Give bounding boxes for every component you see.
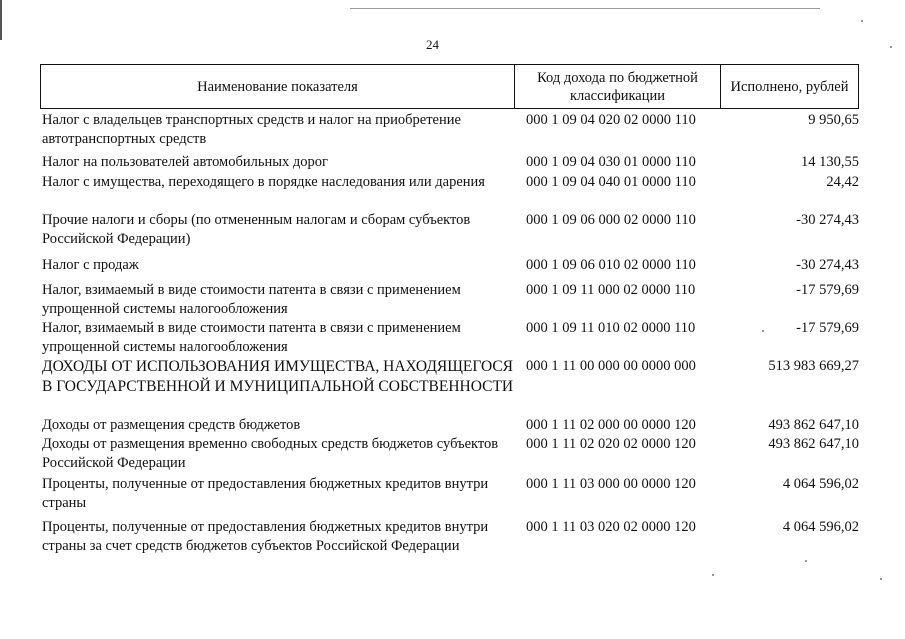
row-code: 000 1 09 04 020 02 0000 110 (526, 112, 696, 128)
page-number: 24 (426, 37, 439, 52)
row-code: 000 1 11 03 000 00 0000 120 (526, 476, 696, 492)
row-amount: 493 862 647,10 (768, 436, 859, 452)
scan-speck (805, 560, 807, 562)
row-name: Налог, взимаемый в виде стоимости патента в связи с применением упрощенной системы налогообложения (42, 282, 461, 317)
row-code: 000 1 11 02 020 02 0000 120 (526, 436, 696, 452)
row-code: 000 1 09 06 000 02 0000 110 (526, 212, 696, 228)
row-amount: 493 862 647,10 (768, 417, 859, 433)
scan-speck (762, 330, 764, 332)
row-amount: 4 064 596,02 (782, 476, 859, 492)
row-name: Налог с имущества, переходящего в порядке наследования или дарения (42, 174, 485, 190)
row-code: 000 1 09 06 010 02 0000 110 (526, 257, 696, 273)
row-name: Доходы от размещения средств бюджетов (42, 417, 301, 433)
row-amount: 24,42 (826, 174, 859, 190)
row-amount: 513 983 669,27 (768, 358, 859, 374)
top-rule (350, 8, 820, 9)
scan-speck (880, 578, 882, 580)
row-code: 000 1 11 02 000 00 0000 120 (526, 417, 696, 433)
header-name: Наименование показателя (197, 78, 358, 95)
row-name: Проценты, полученные от предоставления бюджетных кредитов внутри страны (42, 476, 489, 511)
row-name: Проценты, полученные от предоставления бюджетных кредитов внутри страны за счет средств бюджетов субъектов Российской Федерации (42, 519, 489, 554)
row-amount: -17 579,69 (796, 282, 859, 298)
row-name: Налог с владельцев транспортных средств и налог на приобретение автотранспортных средств (42, 112, 461, 147)
table-header (40, 64, 859, 109)
row-amount: -30 274,43 (796, 257, 859, 273)
row-amount: 14 130,55 (801, 154, 859, 170)
row-code: 000 1 09 11 010 02 0000 110 (526, 320, 696, 336)
scan-edge-mark (0, 0, 2, 40)
row-name: Доходы от размещения временно свободных средств бюджетов субъектов Российской Федерации (42, 436, 499, 471)
header-code: Код дохода по бюджетной классификации (514, 65, 720, 108)
scan-speck (712, 574, 714, 576)
row-code: 000 1 09 04 030 01 0000 110 (526, 154, 696, 170)
scan-speck (890, 46, 892, 48)
row-amount: 9 950,65 (808, 112, 859, 128)
row-amount: 4 064 596,02 (782, 519, 859, 535)
row-code: 000 1 09 04 040 01 0000 110 (526, 174, 696, 190)
section-name: ДОХОДЫ ОТ ИСПОЛЬЗОВАНИЯ ИМУЩЕСТВА, НАХОДЯЩЕГОСЯ В ГОСУДАРСТВЕННОЙ И МУНИЦИПАЛЬНОЙ СОБСТВЕННОСТИ (42, 358, 514, 395)
row-name: Прочие налоги и сборы (по отмененным налогам и сборам субъектов Российской Федерации) (42, 212, 471, 247)
row-amount: -30 274,43 (796, 212, 859, 228)
header-amount: Исполнено, рублей (720, 65, 858, 108)
row-name: Налог с продаж (42, 257, 139, 273)
row-code: 000 1 11 00 000 00 0000 000 (526, 358, 696, 374)
scan-speck (861, 20, 863, 22)
row-code: 000 1 11 03 020 02 0000 120 (526, 519, 696, 535)
row-name: Налог на пользователей автомобильных дорог (42, 154, 328, 170)
row-amount: -17 579,69 (796, 320, 859, 336)
row-name: Налог, взимаемый в виде стоимости патента в связи с применением упрощенной системы налогообложения (42, 320, 461, 355)
row-code: 000 1 09 11 000 02 0000 110 (526, 282, 696, 298)
